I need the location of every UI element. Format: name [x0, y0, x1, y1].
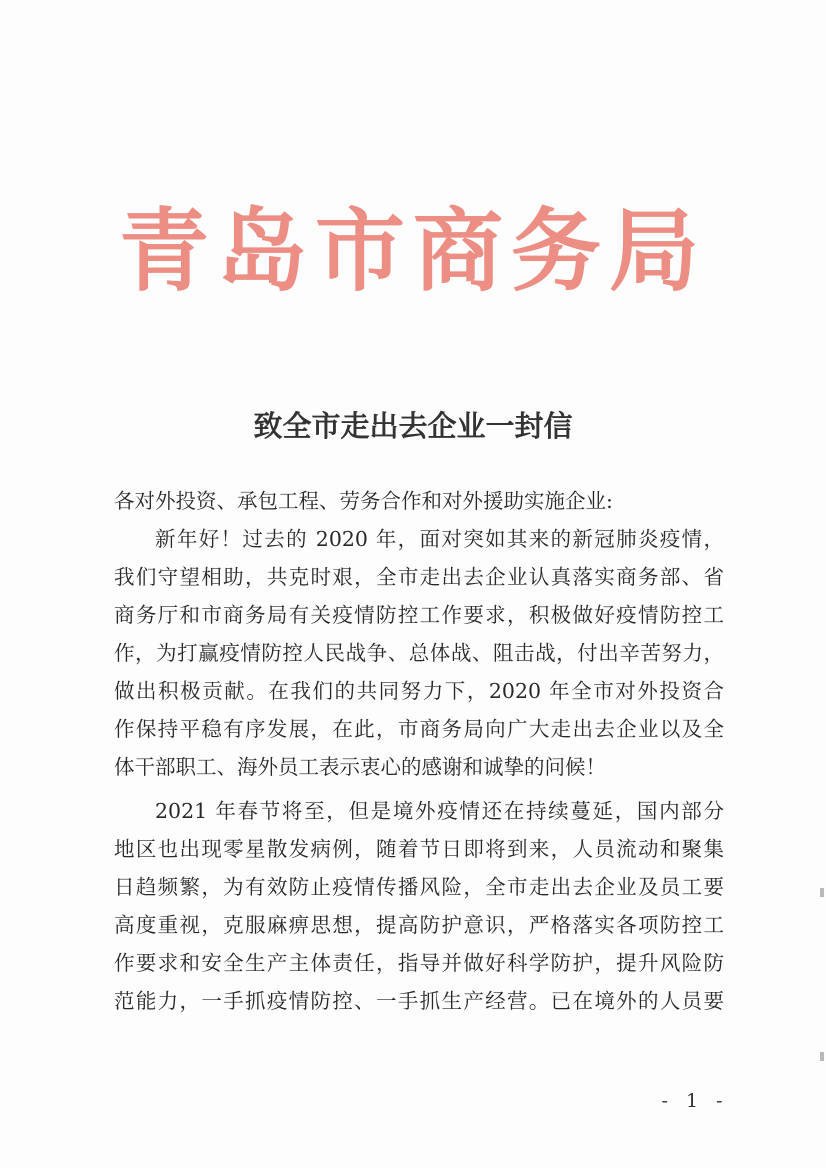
paragraph-line: 2021 年春节将至，但是境外疫情还在持续蔓延，国内部分 [155, 799, 724, 823]
paragraph-line: 范能力，一手抓疫情防控、一手抓生产经营。已在境外的人员要 [114, 989, 724, 1013]
letter-body [114, 482, 724, 1020]
paragraph-line: 体干部职工、海外员工表示衷心的感谢和诚挚的问候！ [114, 755, 606, 779]
paragraph-line: 做出积极贡献。在我们的共同努力下，2020 年全市对外投资合 [114, 679, 724, 703]
paragraph-line: 作要求和安全生产主体责任，指导并做好科学防护，提升风险防 [114, 951, 724, 975]
paragraph-line: 日趋频繁，为有效防止疫情传播风险，全市走出去企业及员工要 [114, 875, 724, 899]
paragraph-line: 作保持平稳有序发展，在此，市商务局向广大走出去企业以及全 [114, 717, 724, 741]
paragraph-line: 地区也出现零星散发病例，随着节日即将到来，人员流动和聚集 [114, 837, 724, 861]
paragraph-2 [114, 792, 724, 1020]
paragraph-line: 我们守望相助，共克时艰，全市走出去企业认真落实商务部、省 [114, 565, 724, 589]
letter-title: 致全市走出去企业一封信 [253, 409, 573, 443]
paragraph-line: 作，为打赢疫情防控人民战争、总体战、阻击战，付出辛苦努力， [114, 641, 724, 665]
paragraph-1 [114, 520, 724, 786]
paragraph-line: 商务厅和市商务局有关疫情防控工作要求，积极做好疫情防控工 [114, 603, 724, 627]
scan-edge-mark [820, 888, 824, 897]
scan-edge-mark [820, 1052, 824, 1061]
letterhead-org-name: 青岛市商务局 [119, 198, 707, 304]
salutation: 各对外投资、承包工程、劳务合作和对外援助实施企业: [114, 489, 613, 513]
paragraph-line: 新年好！过去的 2020 年，面对突如其来的新冠肺炎疫情， [155, 527, 724, 551]
paragraph-line: 高度重视，克服麻痹思想，提高防护意识，严格落实各项防控工 [114, 913, 724, 937]
page-number: - 1 - [661, 1090, 729, 1112]
